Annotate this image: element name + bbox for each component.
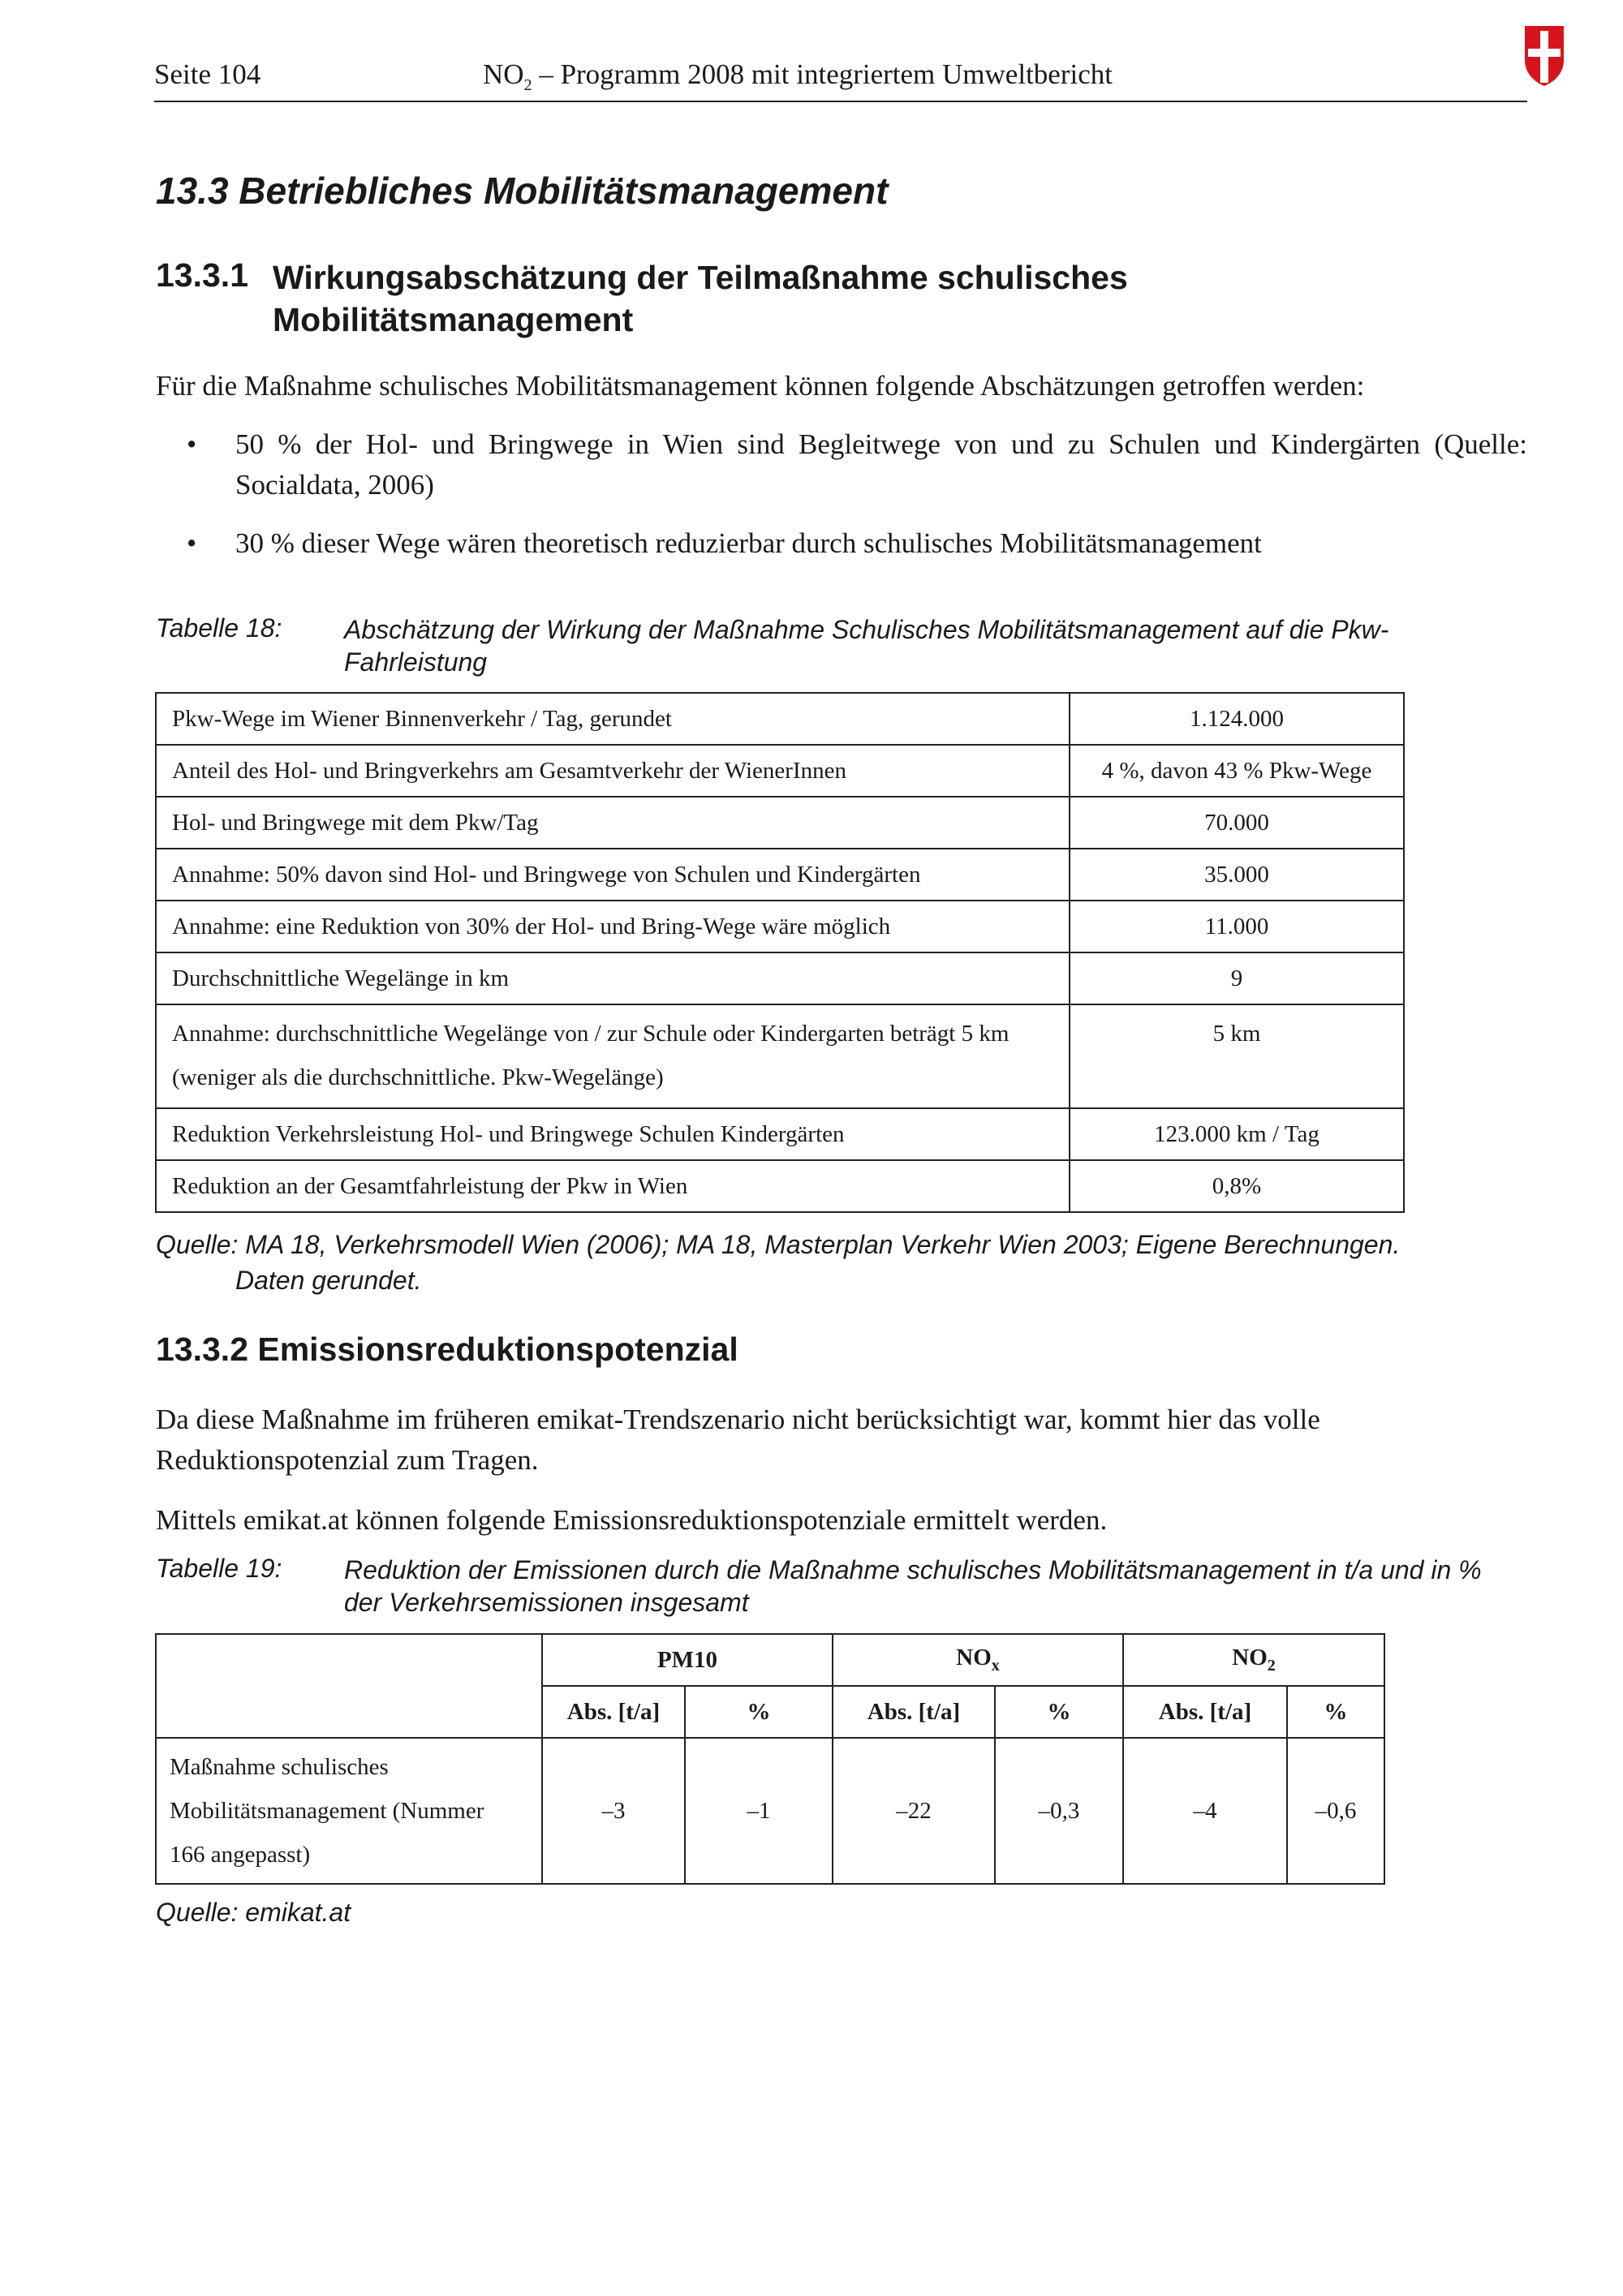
table-row	[156, 901, 1404, 952]
document-title: $NO_2$ – Programm 2008 mit integriertem Umweltbericht	[483, 58, 1113, 94]
bullet-icon: •	[187, 428, 197, 460]
section-number-13-3-1: 13.3.1	[156, 256, 248, 294]
row-value: 9	[1070, 952, 1404, 1004]
column-header: Abs. [t/a]	[542, 1686, 685, 1738]
page-header	[154, 50, 1527, 102]
row-label: Hol- und Bringwege mit dem Pkw/Tag	[156, 797, 1070, 849]
row-label: Durchschnittliche Wegelänge in km	[156, 952, 1070, 1004]
section-heading-13-3-2: 13.3.2 Emissionsreduktionspotenzial	[156, 1331, 738, 1368]
column-header: %	[995, 1686, 1123, 1738]
table-row	[156, 849, 1404, 901]
table-18-caption-label: Tabelle 18:	[156, 613, 282, 643]
table-row	[156, 693, 1404, 745]
table-19-source: Quelle: emikat.at	[156, 1898, 351, 1927]
table-19	[155, 1633, 1385, 1885]
row-label: Reduktion an der Gesamtfahrleistung der Pkw in Wien	[156, 1160, 1070, 1212]
table-18-source-note: Daten gerundet.	[235, 1266, 422, 1295]
row-label: Annahme: durchschnittliche Wegelänge von / zur Schule oder Kindergarten beträgt 5 km (weniger als die durchschnittliche. Pkw-Wegelänge)	[156, 1004, 1070, 1108]
column-header: %	[1287, 1686, 1384, 1738]
table-19-caption-label: Tabelle 19:	[156, 1554, 282, 1583]
row-label: Maßnahme schulisches Mobilitätsmanagement (Nummer 166 angepasst)	[156, 1738, 542, 1884]
section-heading-13-3: 13.3 Betriebliches Mobilitätsmanagement	[156, 170, 889, 212]
intro-paragraph: Für die Maßnahme schulisches Mobilitätsmanagement können folgende Abschätzungen getroffen werden:	[156, 370, 1365, 402]
row-label: Pkw-Wege im Wiener Binnenverkehr / Tag, gerundet	[156, 693, 1070, 745]
section-heading-13-3-1: Wirkungsabschätzung der Teilmaßnahme schulisches Mobilitätsmanagement	[273, 259, 1128, 338]
cell-value: –4	[1123, 1738, 1287, 1884]
table-header-row	[156, 1634, 1384, 1686]
cell-value: –22	[833, 1738, 995, 1884]
column-group-pm10: PM10	[542, 1634, 833, 1686]
row-value: 35.000	[1070, 849, 1404, 901]
table-18-caption: Abschätzung der Wirkung der Maßnahme Schulisches Mobilitätsmanagement auf die Pkw-Fahrleistung	[344, 615, 1389, 677]
column-group-nox: $NO_x$	[833, 1634, 1123, 1686]
row-label: Reduktion Verkehrsleistung Hol- und Bringwege Schulen Kindergärten	[156, 1108, 1070, 1160]
row-label: Annahme: 50% davon sind Hol- und Bringwege von Schulen und Kindergärten	[156, 849, 1070, 901]
row-value: 11.000	[1070, 901, 1404, 952]
row-value: 1.124.000	[1070, 693, 1404, 745]
table-row	[156, 745, 1404, 797]
row-value: 70.000	[1070, 797, 1404, 849]
bullet-icon: •	[187, 527, 197, 559]
row-value: 5 km	[1070, 1004, 1404, 1108]
column-header: Abs. [t/a]	[833, 1686, 995, 1738]
table-row	[156, 1108, 1404, 1160]
table-row	[156, 952, 1404, 1004]
row-value: 123.000 km / Tag	[1070, 1108, 1404, 1160]
page-number: Seite 104	[154, 58, 261, 90]
row-value: 0,8%	[1070, 1160, 1404, 1212]
empty-header-cell	[156, 1634, 542, 1738]
table-row	[156, 1738, 1384, 1884]
paragraph: Da diese Maßnahme im früheren emikat-Trendszenario nicht berücksichtigt war, kommt hier das volle Reduktionspotenzial zum Tragen.	[156, 1404, 1320, 1476]
column-header: %	[685, 1686, 833, 1738]
paragraph: Mittels emikat.at können folgende Emissionsreduktionspotenziale ermittelt werden.	[156, 1504, 1108, 1536]
column-header: Abs. [t/a]	[1123, 1686, 1287, 1738]
column-group-no2: $NO_2$	[1123, 1634, 1384, 1686]
table-row	[156, 1004, 1404, 1108]
row-value: 4 %, davon 43 % Pkw-Wege	[1070, 745, 1404, 797]
cell-value: –1	[685, 1738, 833, 1884]
cell-value: –3	[542, 1738, 685, 1884]
table-19-caption: Reduktion der Emissionen durch die Maßnahme schulisches Mobilitätsmanagement in t/a und in % der Verkehrsemissionen insgesamt	[344, 1555, 1482, 1617]
cell-value: –0,6	[1287, 1738, 1384, 1884]
vienna-coat-of-arms-icon	[1523, 24, 1565, 88]
table-18-source: Quelle: MA 18, Verkehrsmodell Wien (2006); MA 18, Masterplan Verkehr Wien 2003; Eigene Berechnungen.	[156, 1230, 1401, 1259]
row-label: Annahme: eine Reduktion von 30% der Hol- und Bring-Wege wäre möglich	[156, 901, 1070, 952]
table-row	[156, 797, 1404, 849]
table-18	[155, 692, 1405, 1213]
row-label: Anteil des Hol- und Bringverkehrs am Gesamtverkehr der WienerInnen	[156, 745, 1070, 797]
table-row	[156, 1160, 1404, 1212]
cell-value: –0,3	[995, 1738, 1123, 1884]
